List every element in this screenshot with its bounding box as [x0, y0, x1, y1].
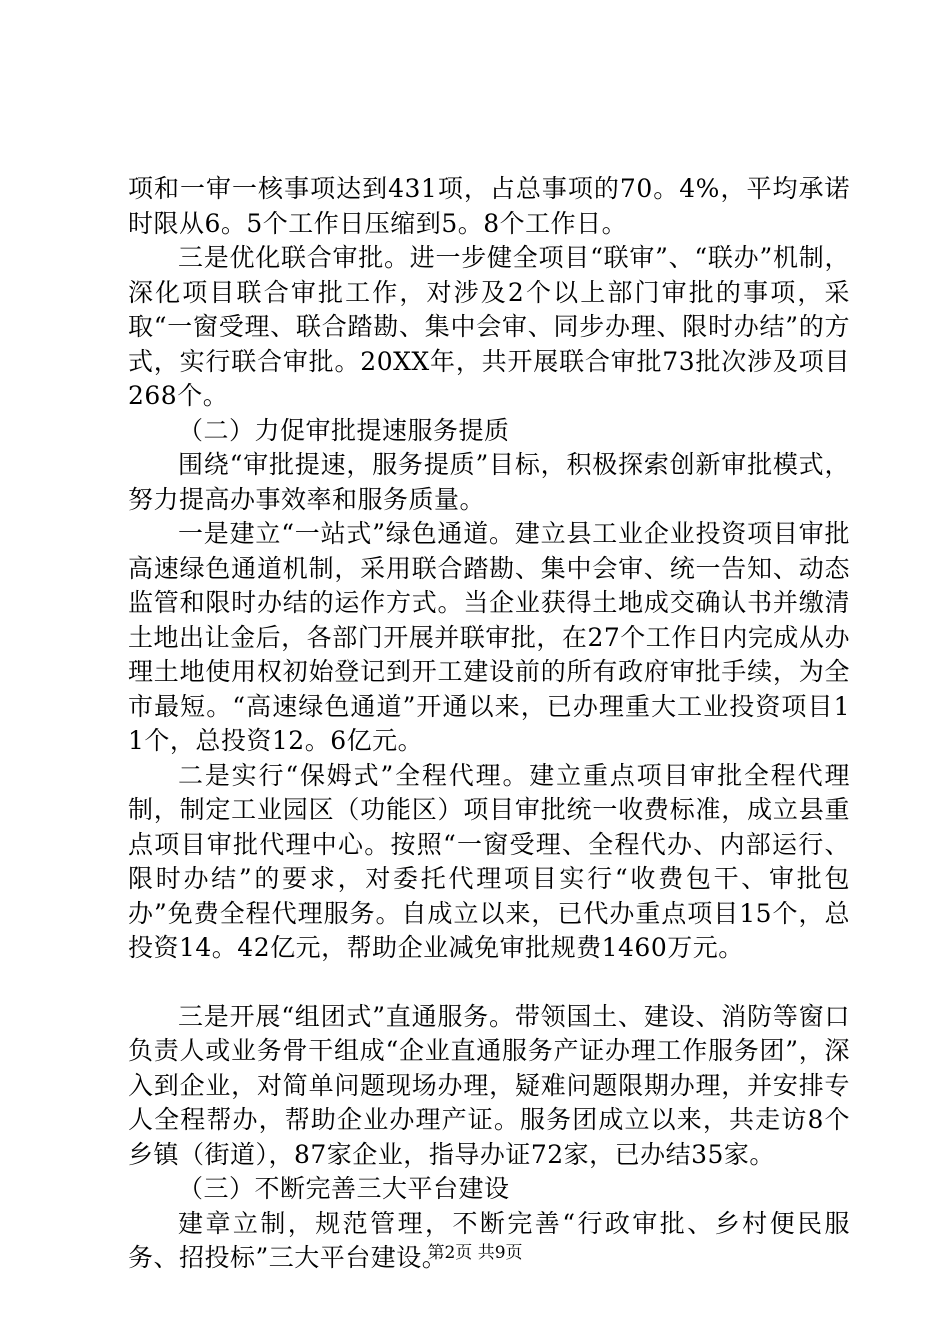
section-heading-3: （三）不断完善三大平台建设 [178, 1174, 510, 1203]
page-footer: 第2页 共9页 [427, 1243, 523, 1263]
paragraph-group-service: 三是开展“组团式”直通服务。带领国土、建设、消防等窗口负责人或业务骨干组成“企业直通服务产证办理工作服务团”，深入到企业，对简单问题现场办理，疑难问题限期办理，并安排专人全程帮办，帮助企业办理产证。服务团成立以来，共走访8个乡镇（街道），87家企业，指导办证72家，已办结35家。 [128, 1001, 850, 1169]
paragraph-joint-approval: 三是优化联合审批。进一步健全项目“联审”、“联办”机制，深化项目联合审批工作，对涉及2个以上部门审批的事项，采取“一窗受理、联合踏勘、集中会审、同步办理、限时办结”的方式，实行联合审批。20XX年，共开展联合审批73批次涉及项目268个。 [128, 243, 850, 410]
section-heading-2: （二）力促审批提速服务提质 [178, 415, 510, 445]
paragraph-green-channel: 一是建立“一站式”绿色通道。建立县工业企业投资项目审批高速绿色通道机制，采用联合踏勘、集中会审、统一告知、动态监管和限时办结的运作方式。当企业获得土地成交确认书并缴清土地出让金后，各部门开展并联审批，在27个工作日内完成从办理土地使用权初始登记到开工建设前的所有政府审批手续，为全市最短。“高速绿色通道”开通以来，已办理重大工业投资项目11个，总投资12。6亿元。 [128, 519, 850, 755]
document-body [128, 172, 850, 1276]
paragraph-intro-2: 围绕“审批提速，服务提质”目标，积极探索创新审批模式，努力提高办事效率和服务质量。 [128, 450, 850, 514]
paragraph-continued: 项和一审一核事项达到431项，占总事项的70。4%，平均承诺时限从6。5个工作日压缩到5。8个工作日。 [128, 174, 850, 238]
paragraph-gap [128, 966, 850, 1000]
paragraph-full-agency: 二是实行“保姆式”全程代理。建立重点项目审批全程代理制，制定工业园区（功能区）项目审批统一收费标准，成立县重点项目审批代理中心。按照“一窗受理、全程代办、内部运行、限时办结”的要求，对委托代理项目实行“收费包干、审批包办”免费全程代理服务。自成立以来，已代办重点项目15个，总投资14。42亿元，帮助企业减免审批规费1460万元。 [128, 760, 850, 962]
paragraph-platforms: 建章立制，规范管理，不断完善“行政审批、乡村便民服务、招投标”三大平台建设。 [128, 1208, 850, 1272]
